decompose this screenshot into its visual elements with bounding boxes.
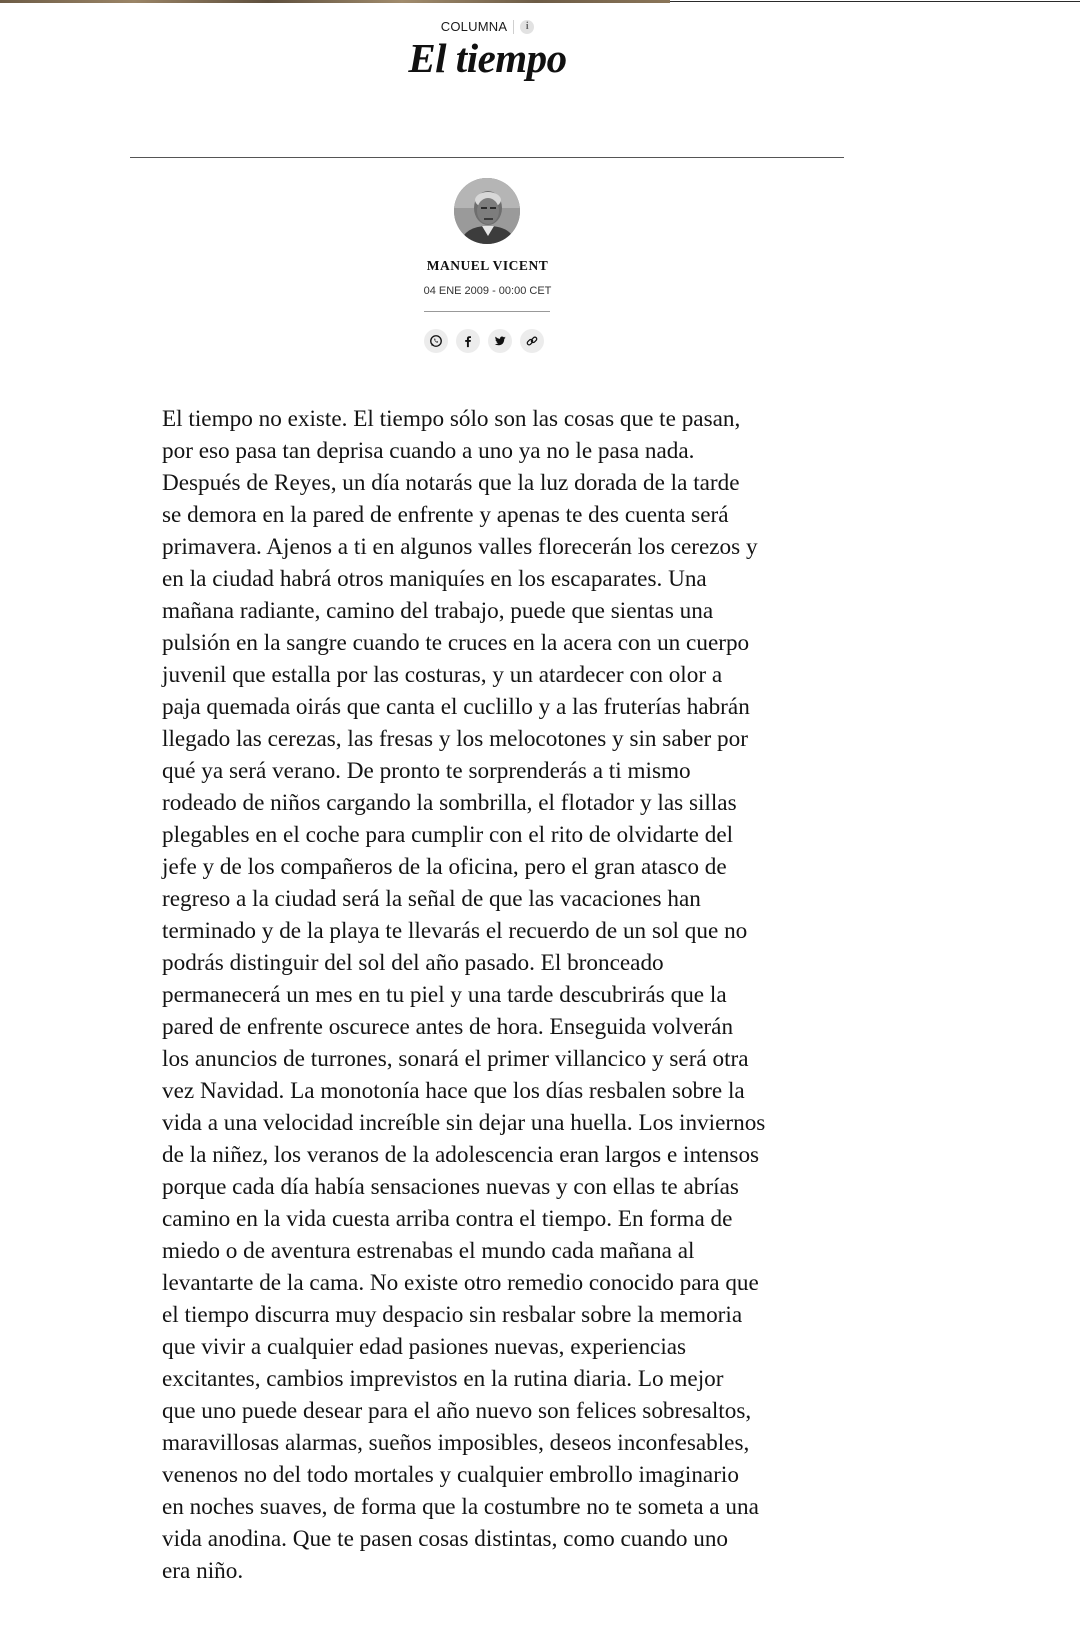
article-text-line: juvenil que estalla por las costuras, y un atardecer con olor a	[162, 662, 723, 688]
article-text-line: en noches suaves, de forma que la costumbre no te someta a una	[162, 1494, 759, 1520]
info-icon[interactable]: i	[520, 20, 534, 34]
article-text-line: maravillosas alarmas, sueños imposibles, deseos inconfesables,	[162, 1430, 750, 1456]
article-text-line: se demora en la pared de enfrente y apenas te des cuenta será	[162, 502, 729, 528]
section-label[interactable]: COLUMNA	[440, 19, 508, 34]
article-text-line: qué ya será verano. De pronto te sorprenderás a ti mismo	[162, 758, 691, 784]
article-text-line: paja quemada oirás que canta el cuclillo y a las fruterías habrán	[162, 694, 750, 720]
article-text-line: levantarte de la cama. No existe otro remedio conocido para que	[162, 1270, 759, 1296]
author-name[interactable]: MANUEL VICENT	[426, 258, 549, 273]
article-text-line: miedo o de aventura estrenabas el mundo cada mañana al	[162, 1238, 695, 1264]
facebook-icon	[461, 334, 475, 348]
title-rule	[130, 157, 844, 158]
article-text-line: venenos no del todo mortales y cualquier embrollo imaginario	[162, 1462, 739, 1488]
article-text-line: en la ciudad habrá otros maniquíes en los escaparates. Una	[162, 566, 707, 592]
header-image-strip	[0, 0, 670, 3]
article-text-line: jefe y de los compañeros de la oficina, pero el gran atasco de	[162, 854, 727, 880]
share-copy-link-button[interactable]	[520, 329, 544, 353]
article-text-line: permanecerá un mes en tu piel y una tarde descubrirás que la	[162, 982, 727, 1008]
article-text-line: camino en la vida cuesta arriba contra el tiempo. En forma de	[162, 1206, 733, 1232]
article-text-line: los anuncios de turrones, sonará el primer villancico y será otra	[162, 1046, 749, 1072]
link-icon	[525, 334, 539, 348]
article-text-line: por eso pasa tan deprisa cuando a uno ya no le pasa nada.	[162, 438, 695, 464]
byline-divider	[424, 311, 550, 312]
article-text-line: vida anodina. Que te pasen cosas distintas, como cuando uno	[162, 1526, 729, 1552]
article-body	[162, 403, 842, 1587]
share-facebook-button[interactable]	[456, 329, 480, 353]
author-portrait-image	[454, 178, 520, 244]
author-avatar[interactable]	[454, 178, 520, 244]
article-text-line: que vivir a cualquier edad pasiones nuevas, experiencias	[162, 1334, 687, 1360]
twitter-icon	[493, 334, 507, 348]
article-text-line: rodeado de niños cargando la sombrilla, el flotador y las sillas	[162, 790, 737, 816]
article-text-line: porque cada día había sensaciones nuevas y con ellas te abrías	[162, 1174, 739, 1200]
article-text-line: Después de Reyes, un día notarás que la luz dorada de la tarde	[162, 470, 740, 496]
article-text-line: plegables en el coche para cumplir con el rito de olvidarte del	[162, 822, 734, 848]
article-text-line: llegado las cerezas, las fresas y los melocotones y sin saber por	[162, 726, 748, 752]
article-text-line: vez Navidad. La monotonía hace que los días resbalen sobre la	[162, 1078, 745, 1104]
share-twitter-button[interactable]	[488, 329, 512, 353]
article-text-line: primavera. Ajenos a ti en algunos valles florecerán los cerezos y	[162, 534, 758, 560]
article-text-line: terminado y de la playa te llevarás el recuerdo de un sol que no	[162, 918, 748, 944]
article-title: El tiempo	[408, 35, 567, 81]
article-text-line: regreso a la ciudad será la señal de que las vacaciones han	[162, 886, 701, 912]
whatsapp-icon	[429, 334, 443, 348]
article-text-line: El tiempo no existe. El tiempo sólo son las cosas que te pasan,	[162, 406, 741, 432]
article-text-line: era niño.	[162, 1558, 244, 1584]
header-divider	[670, 1, 1080, 2]
article-text-line: pulsión en la sangre cuando te cruces en la acera con un cuerpo	[162, 630, 750, 656]
share-buttons	[424, 329, 544, 353]
article-text-line: que uno puede desear para el año nuevo son felices sobresaltos,	[162, 1398, 752, 1424]
article-text-line: mañana radiante, camino del trabajo, puede que sientas una	[162, 598, 714, 624]
article-text-line: vida a una velocidad increíble sin dejar una huella. Los inviernos	[162, 1110, 766, 1136]
share-whatsapp-button[interactable]	[424, 329, 448, 353]
article-text-line: pared de enfrente oscurece antes de hora. Enseguida volverán	[162, 1014, 734, 1040]
article-text-line: excitantes, cambios imprevistos en la rutina diaria. Lo mejor	[162, 1366, 724, 1392]
article-text-line: de la niñez, los veranos de la adolescencia eran largos e intensos	[162, 1142, 760, 1168]
publish-date: 04 ENE 2009 - 00:00 CET	[423, 285, 552, 297]
article-text-line: podrás distinguir del sol del año pasado. El bronceado	[162, 950, 664, 976]
article-text-line: el tiempo discurra muy despacio sin resbalar sobre la memoria	[162, 1302, 743, 1328]
